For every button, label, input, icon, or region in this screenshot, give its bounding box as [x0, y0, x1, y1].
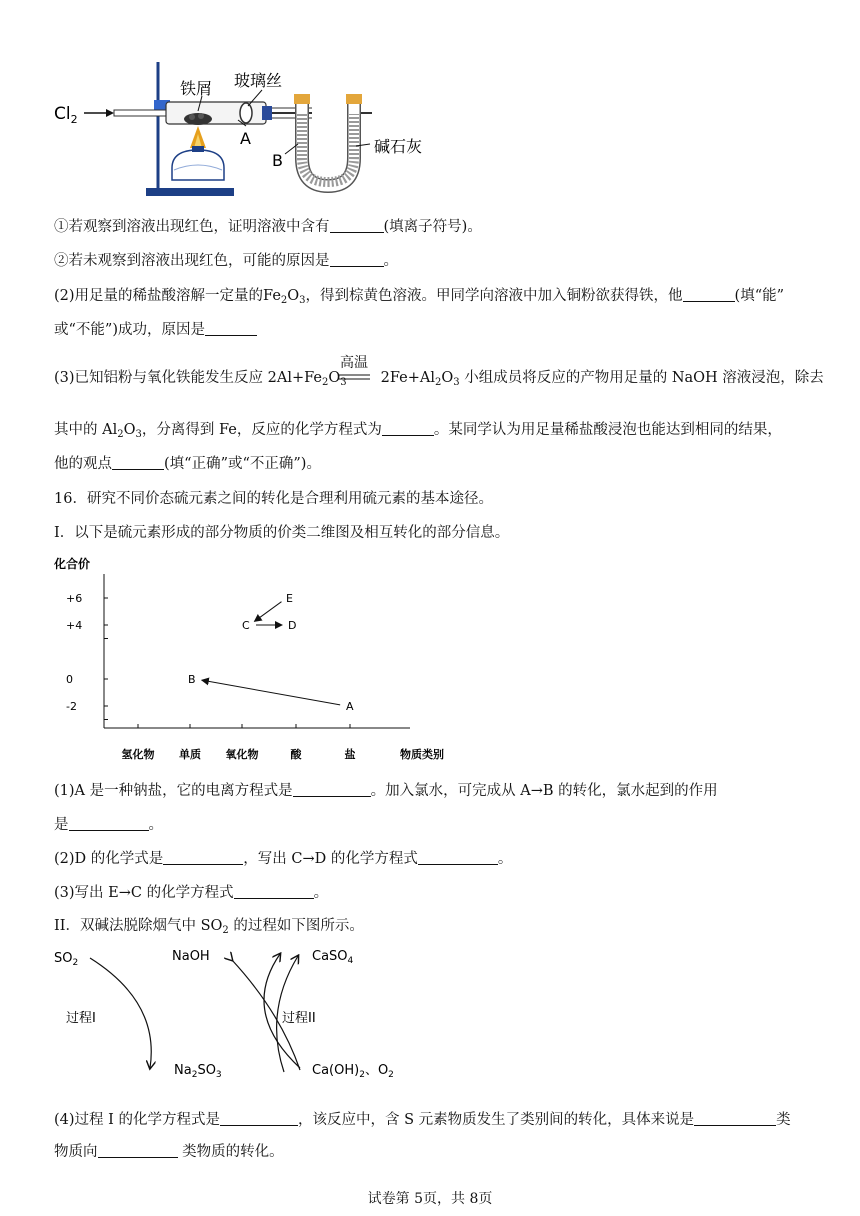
glass-wool — [240, 103, 252, 123]
point-A: A — [346, 700, 354, 713]
process2-arc-right — [260, 952, 304, 1060]
q15-line2: ②若未观察到溶液出现红色，可能的原因是 。 — [54, 253, 398, 269]
double-alkali-cycle — [50, 942, 410, 1078]
label-A: A — [240, 129, 251, 148]
apparatus-diagram — [50, 56, 450, 206]
point-E: E — [286, 592, 293, 605]
q16-q2: (2)D 的化学式是 ，写出 C→D 的化学方程式 。 — [54, 851, 513, 867]
answer-blank[interactable] — [293, 782, 371, 797]
y-tick-label: +6 — [66, 592, 83, 605]
stopper-right — [346, 94, 362, 104]
naoh-label: NaOH — [172, 949, 210, 964]
answer-blank[interactable] — [205, 321, 257, 336]
arrow-E-C — [255, 602, 282, 622]
caoh2-label: $Ca(OH)_2$、$O_2$ — [312, 1063, 394, 1080]
process1-arc — [90, 958, 151, 1068]
process2-label: 过程II — [282, 1011, 316, 1026]
x-tick-label: 盐 — [344, 748, 356, 761]
y-axis-label: 化合价 — [54, 557, 91, 571]
answer-blank[interactable] — [163, 850, 243, 865]
q15-part2: (2)用足量的稀盐酸溶解一定量的$Fe_2O_3$，得到棕黄色溶液。甲同学向溶液中加入铜粉欲获得铁，他 (填“能” — [54, 288, 785, 306]
stand-base — [146, 188, 234, 196]
stopper-left — [294, 94, 310, 104]
point-C: C — [242, 619, 250, 632]
page-footer: 试卷第 5页，共 8页 — [367, 1191, 493, 1207]
answer-blank[interactable] — [683, 287, 735, 302]
label-soda-lime: 碱石灰 — [374, 137, 423, 156]
y-tick-label: 0 — [66, 673, 73, 686]
q16-part2: II．双碱法脱除烟气中 $SO_2$ 的过程如下图所示。 — [54, 918, 364, 936]
x-tick-label: 氧化物 — [225, 748, 259, 761]
x-axis-label: 物质类别 — [400, 748, 444, 761]
iron-filings — [184, 113, 212, 125]
answer-blank[interactable] — [330, 218, 384, 233]
answer-blank[interactable] — [382, 421, 434, 436]
process1-return-arc — [140, 964, 160, 1068]
answer-blank[interactable] — [418, 850, 498, 865]
valence-class-chart — [50, 552, 450, 772]
inlet-tube — [114, 110, 166, 116]
q16-q1: (1)A 是一种钠盐，它的电离方程式是 。加入氯水，可完成从 A→B 的转化，氯水起到的作用 — [54, 783, 718, 799]
q15-line1: ①若观察到溶液出现红色，证明溶液中含有 (填离子符号)。 — [54, 219, 482, 235]
q15-part3c: 他的观点 (填“正确”或“不正确”)。 — [54, 456, 321, 472]
y-tick-label: -2 — [66, 700, 77, 713]
q16-q1b: 是 。 — [54, 817, 163, 833]
q15-part3b: 其中的 $Al_2O_3$，分离得到 Fe，反应的化学方程式为 。某同学认为用足量稀盐酸浸泡也能达到相同的结果， — [54, 422, 782, 440]
q15-part2b: 或“不能”)成功，原因是 — [54, 320, 257, 340]
answer-blank[interactable] — [69, 816, 149, 831]
y-tick-label: +4 — [66, 619, 83, 632]
to-caso4-arc — [261, 958, 298, 1062]
answer-blank[interactable] — [112, 455, 164, 470]
point-B: B — [188, 673, 196, 686]
label-cl2: $Cl_2$ — [54, 104, 78, 126]
caso4-label: CaSO$_4$ — [312, 949, 354, 966]
q16-title: 16．研究不同价态硫元素之间的转化是合理利用硫元素的基本途径。 — [54, 491, 493, 507]
label-iron: 铁屑 — [180, 79, 213, 98]
label-B: B — [272, 151, 283, 170]
answer-blank[interactable] — [98, 1143, 178, 1158]
q16-part1: I．以下是硫元素形成的部分物质的价类二维图及相互转化的部分信息。 — [54, 525, 510, 541]
label-glass-wool: 玻璃丝 — [234, 71, 283, 90]
process1-label: 过程I — [66, 1011, 96, 1026]
q16-q3: (3)写出 E→C 的化学方程式 。 — [54, 885, 329, 901]
q15-part3: (3)已知铝粉与氧化铁能发生反应 $2Al+Fe_2O_3$ $2Fe+Al_2O_3$ 小组成员将反应的产物用足量的 NaOH 溶液浸泡，除去 — [54, 370, 824, 388]
answer-blank[interactable] — [694, 1111, 776, 1126]
answer-blank[interactable] — [330, 252, 384, 267]
x-tick-label: 酸 — [290, 748, 302, 761]
answer-blank[interactable] — [234, 884, 314, 899]
answer-blank[interactable] — [220, 1111, 298, 1126]
reaction-condition: 高温 — [340, 355, 368, 371]
q16-q4: (4)过程 I 的化学方程式是 ，该反应中，含 S 元素物质发生了类别间的转化，具体来说是 类 — [54, 1112, 791, 1128]
so2-label: $SO_2$ — [54, 951, 79, 968]
na2so3-label: $Na_2SO_3$ — [174, 1063, 222, 1080]
x-tick-label: 单质 — [179, 748, 201, 761]
point-D: D — [288, 619, 297, 632]
arrow-A-B — [202, 680, 340, 705]
x-tick-label: 氢化物 — [121, 748, 155, 761]
process1-curve — [86, 954, 158, 1076]
q16-q4b: 物质向 类物质的转化。 — [54, 1144, 284, 1160]
